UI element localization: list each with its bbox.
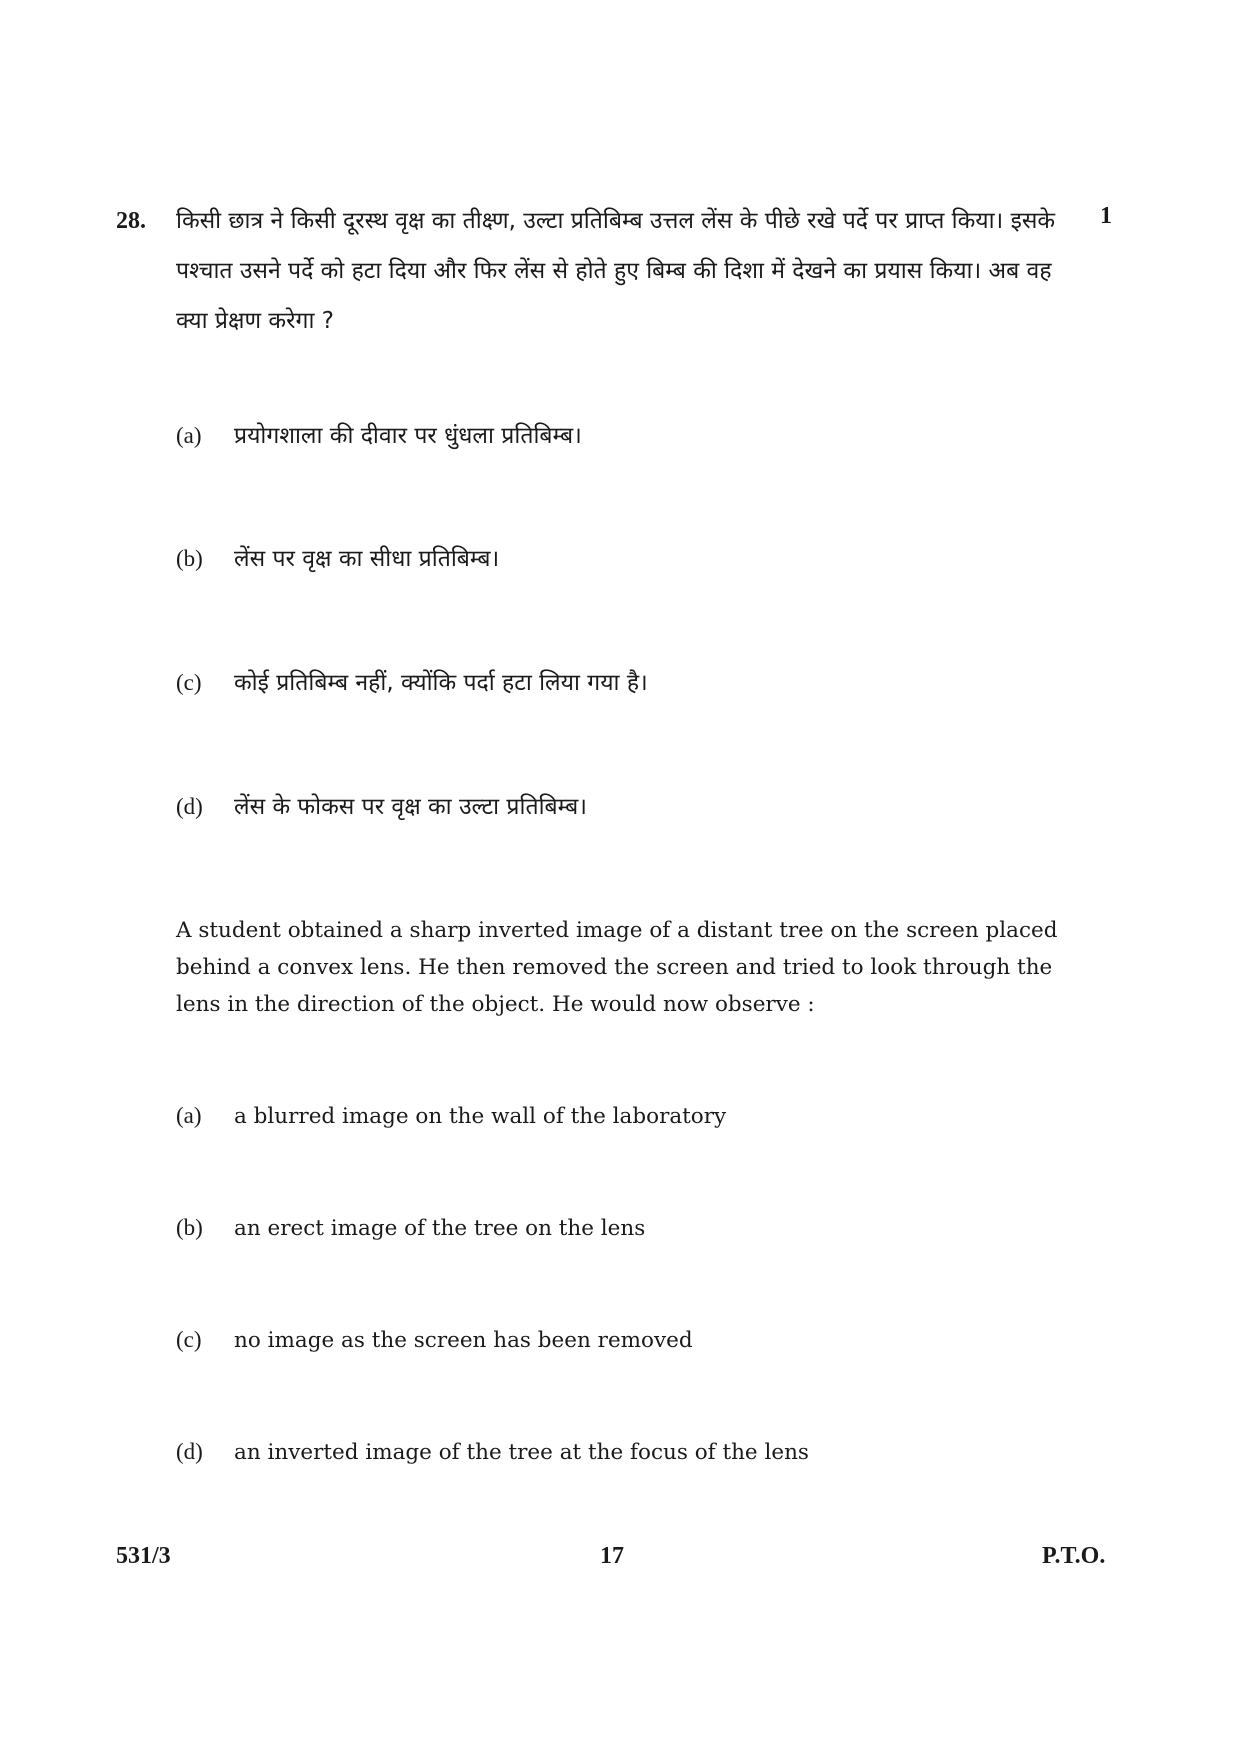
question-number: 28. bbox=[116, 208, 146, 234]
english-option-b bbox=[176, 1215, 1076, 1241]
hindi-option-c bbox=[176, 665, 1076, 697]
option-label: (a) bbox=[176, 1103, 202, 1128]
option-text: कोई प्रतिबिम्ब नहीं, क्योंकि पर्दा हटा लिया गया है। bbox=[234, 670, 648, 696]
hindi-option-b bbox=[176, 541, 1076, 573]
option-text: लेंस के फोकस पर वृक्ष का उल्टा प्रतिबिम्ब। bbox=[234, 794, 588, 820]
english-option-c bbox=[176, 1327, 1076, 1353]
pto-label: P.T.O. bbox=[1042, 1543, 1106, 1569]
option-text: a blurred image on the wall of the laboratory bbox=[234, 1104, 727, 1129]
option-label: (d) bbox=[176, 794, 203, 819]
question-stem-english: A student obtained a sharp inverted image of a distant tree on the screen placed behind a convex lens. He then removed the screen and tried to look through the lens in the direction of the object. He would now observe : bbox=[176, 918, 1058, 1017]
option-label: (c) bbox=[176, 1327, 202, 1352]
hindi-option-a bbox=[176, 418, 1076, 450]
question-marks: 1 bbox=[1100, 203, 1112, 229]
english-option-d bbox=[176, 1439, 1076, 1465]
english-option-a bbox=[176, 1103, 1076, 1129]
hindi-option-d bbox=[176, 789, 1076, 821]
question-stem-hindi: किसी छात्र ने किसी दूरस्थ वृक्ष का तीक्ष्ण, उल्टा प्रतिबिम्ब उत्तल लेंस के पीछे रखे पर्दे पर प्राप्त किया। इसके पश्चात उसने पर्दे को हटा दिया और फिर लेंस से होते हुए बिम्ब की दिशा में देखने का प्रयास किया। अब वह क्या प्रेक्षण करेगा ? bbox=[176, 208, 1056, 334]
option-text: an inverted image of the tree at the focus of the lens bbox=[234, 1440, 809, 1465]
option-label: (c) bbox=[176, 670, 202, 695]
option-label: (b) bbox=[176, 546, 203, 571]
option-label: (b) bbox=[176, 1215, 203, 1240]
page-number: 17 bbox=[600, 1543, 624, 1569]
option-label: (d) bbox=[176, 1439, 203, 1464]
option-label: (a) bbox=[176, 423, 202, 448]
option-text: an erect image of the tree on the lens bbox=[234, 1216, 646, 1241]
option-text: लेंस पर वृक्ष का सीधा प्रतिबिम्ब। bbox=[234, 546, 500, 572]
option-text: no image as the screen has been removed bbox=[234, 1328, 693, 1353]
option-text: प्रयोगशाला की दीवार पर धुंधला प्रतिबिम्ब। bbox=[234, 423, 582, 449]
paper-code: 531/3 bbox=[116, 1543, 171, 1569]
